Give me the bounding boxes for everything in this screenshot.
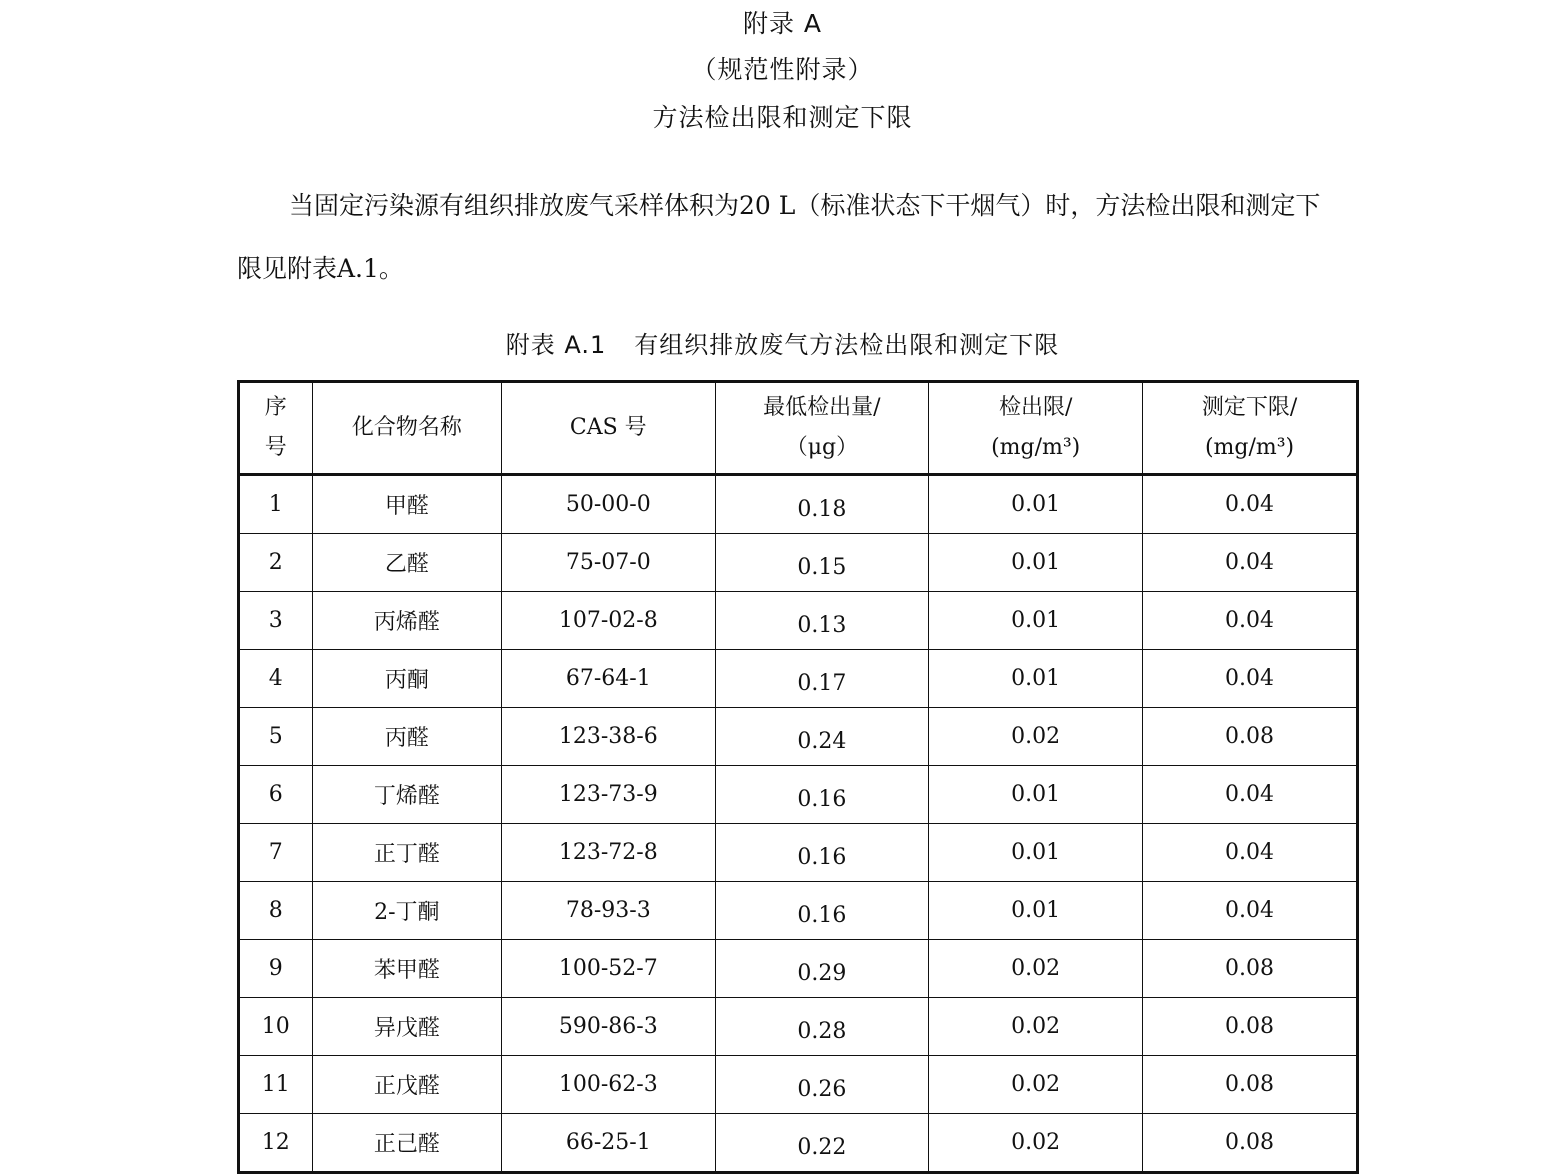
table-row (239, 1114, 1358, 1173)
cell-compound-name: 丁烯醛 (312, 766, 501, 824)
appendix-type: （规范性附录） (691, 55, 874, 84)
header-loq-line2: (mg/m³) (1204, 435, 1295, 460)
cell-compound-name: 2-丁酮 (312, 882, 501, 940)
cell-lod: 0.01 (929, 650, 1143, 708)
cell-min-detect: 0.17 (715, 650, 929, 708)
table-row (239, 1056, 1358, 1114)
cell-lod: 0.02 (929, 708, 1143, 766)
cell-seq: 7 (239, 824, 313, 882)
header-name: 化合物名称 (312, 382, 501, 475)
cell-cas: 100-62-3 (502, 1056, 715, 1114)
cell-seq: 6 (239, 766, 313, 824)
table-row (239, 592, 1358, 650)
table-caption (0, 325, 1565, 360)
header-seq-line1: 序 (264, 395, 287, 420)
header-cas: CAS 号 (502, 382, 715, 475)
cell-min-detect: 0.22 (715, 1114, 929, 1173)
table-row (239, 475, 1358, 534)
cell-min-detect: 0.16 (715, 882, 929, 940)
cell-loq: 0.04 (1143, 882, 1358, 940)
table-row (239, 534, 1358, 592)
cell-min-detect: 0.28 (715, 998, 929, 1056)
header-min-line1: 最低检出量/ (763, 395, 881, 420)
cell-cas: 66-25-1 (502, 1114, 715, 1173)
cell-loq: 0.04 (1143, 766, 1358, 824)
cell-lod: 0.01 (929, 592, 1143, 650)
cell-seq: 2 (239, 534, 313, 592)
cell-loq: 0.04 (1143, 534, 1358, 592)
detection-limit-table (237, 380, 1359, 1174)
cell-loq: 0.08 (1143, 998, 1358, 1056)
cell-compound-name: 丙酮 (312, 650, 501, 708)
cell-lod: 0.02 (929, 1114, 1143, 1173)
cell-cas: 107-02-8 (502, 592, 715, 650)
cell-min-detect: 0.16 (715, 766, 929, 824)
cell-loq: 0.04 (1143, 475, 1358, 534)
table-row (239, 708, 1358, 766)
table-row (239, 766, 1358, 824)
cell-min-detect: 0.16 (715, 824, 929, 882)
header-seq (239, 382, 313, 475)
cell-cas: 75-07-0 (502, 534, 715, 592)
cell-lod: 0.02 (929, 940, 1143, 998)
cell-lod: 0.01 (929, 824, 1143, 882)
cell-compound-name: 正戊醛 (312, 1056, 501, 1114)
cell-cas: 123-73-9 (502, 766, 715, 824)
table-row (239, 998, 1358, 1056)
cell-compound-name: 正丁醛 (312, 824, 501, 882)
cell-seq: 10 (239, 998, 313, 1056)
cell-seq: 5 (239, 708, 313, 766)
header-lod-line1: 检出限/ (998, 395, 1073, 420)
cell-compound-name: 正己醛 (312, 1114, 501, 1173)
header-seq-line2: 号 (264, 435, 287, 460)
cell-lod: 0.02 (929, 1056, 1143, 1114)
cell-seq: 12 (239, 1114, 313, 1173)
table-header-row (239, 382, 1358, 475)
cell-seq: 3 (239, 592, 313, 650)
cell-cas: 100-52-7 (502, 940, 715, 998)
cell-compound-name: 甲醛 (312, 475, 501, 534)
table-body (239, 475, 1358, 1173)
header-lod-line2: (mg/m³) (991, 435, 1081, 460)
cell-compound-name: 乙醛 (312, 534, 501, 592)
cell-loq: 0.08 (1143, 1114, 1358, 1173)
table-row (239, 824, 1358, 882)
cell-cas: 50-00-0 (502, 475, 715, 534)
cell-lod: 0.01 (929, 882, 1143, 940)
cell-loq: 0.08 (1143, 940, 1358, 998)
header-loq-line1: 测定下限/ (1201, 395, 1298, 420)
cell-lod: 0.01 (929, 766, 1143, 824)
cell-min-detect: 0.26 (715, 1056, 929, 1114)
cell-compound-name: 异戊醛 (312, 998, 501, 1056)
cell-min-detect: 0.24 (715, 708, 929, 766)
appendix-title: 方法检出限和测定下限 (652, 103, 913, 132)
appendix-heading: 附录 A (742, 9, 823, 38)
cell-seq: 11 (239, 1056, 313, 1114)
table-row (239, 882, 1358, 940)
cell-cas: 123-72-8 (502, 824, 715, 882)
cell-cas: 78-93-3 (502, 882, 715, 940)
cell-compound-name: 丙醛 (312, 708, 501, 766)
body-paragraph: 当固定污染源有组织排放废气采样体积为20 L（标准状态下干烟气）时，方法检出限和测定下限见附表A.1。 (237, 191, 1321, 283)
cell-seq: 1 (239, 475, 313, 534)
cell-seq: 8 (239, 882, 313, 940)
cell-loq: 0.04 (1143, 824, 1358, 882)
table-row (239, 650, 1358, 708)
table-caption-id: 附表 A.1 (505, 331, 607, 359)
cell-cas: 67-64-1 (502, 650, 715, 708)
header-loq (1143, 382, 1358, 475)
header-lod (929, 382, 1143, 475)
cell-lod: 0.01 (929, 475, 1143, 534)
cell-compound-name: 苯甲醛 (312, 940, 501, 998)
cell-loq: 0.04 (1143, 650, 1358, 708)
header-min-detect (715, 382, 929, 475)
cell-loq: 0.08 (1143, 708, 1358, 766)
cell-min-detect: 0.15 (715, 534, 929, 592)
cell-compound-name: 丙烯醛 (312, 592, 501, 650)
cell-seq: 4 (239, 650, 313, 708)
cell-min-detect: 0.18 (715, 475, 929, 534)
cell-lod: 0.01 (929, 534, 1143, 592)
cell-loq: 0.04 (1143, 592, 1358, 650)
header-min-line2: （μg） (785, 435, 859, 460)
cell-cas: 590-86-3 (502, 998, 715, 1056)
cell-cas: 123-38-6 (502, 708, 715, 766)
cell-loq: 0.08 (1143, 1056, 1358, 1114)
cell-min-detect: 0.13 (715, 592, 929, 650)
cell-seq: 9 (239, 940, 313, 998)
table-caption-title: 有组织排放废气方法检出限和测定下限 (634, 331, 1060, 359)
table-row (239, 940, 1358, 998)
cell-lod: 0.02 (929, 998, 1143, 1056)
cell-min-detect: 0.29 (715, 940, 929, 998)
